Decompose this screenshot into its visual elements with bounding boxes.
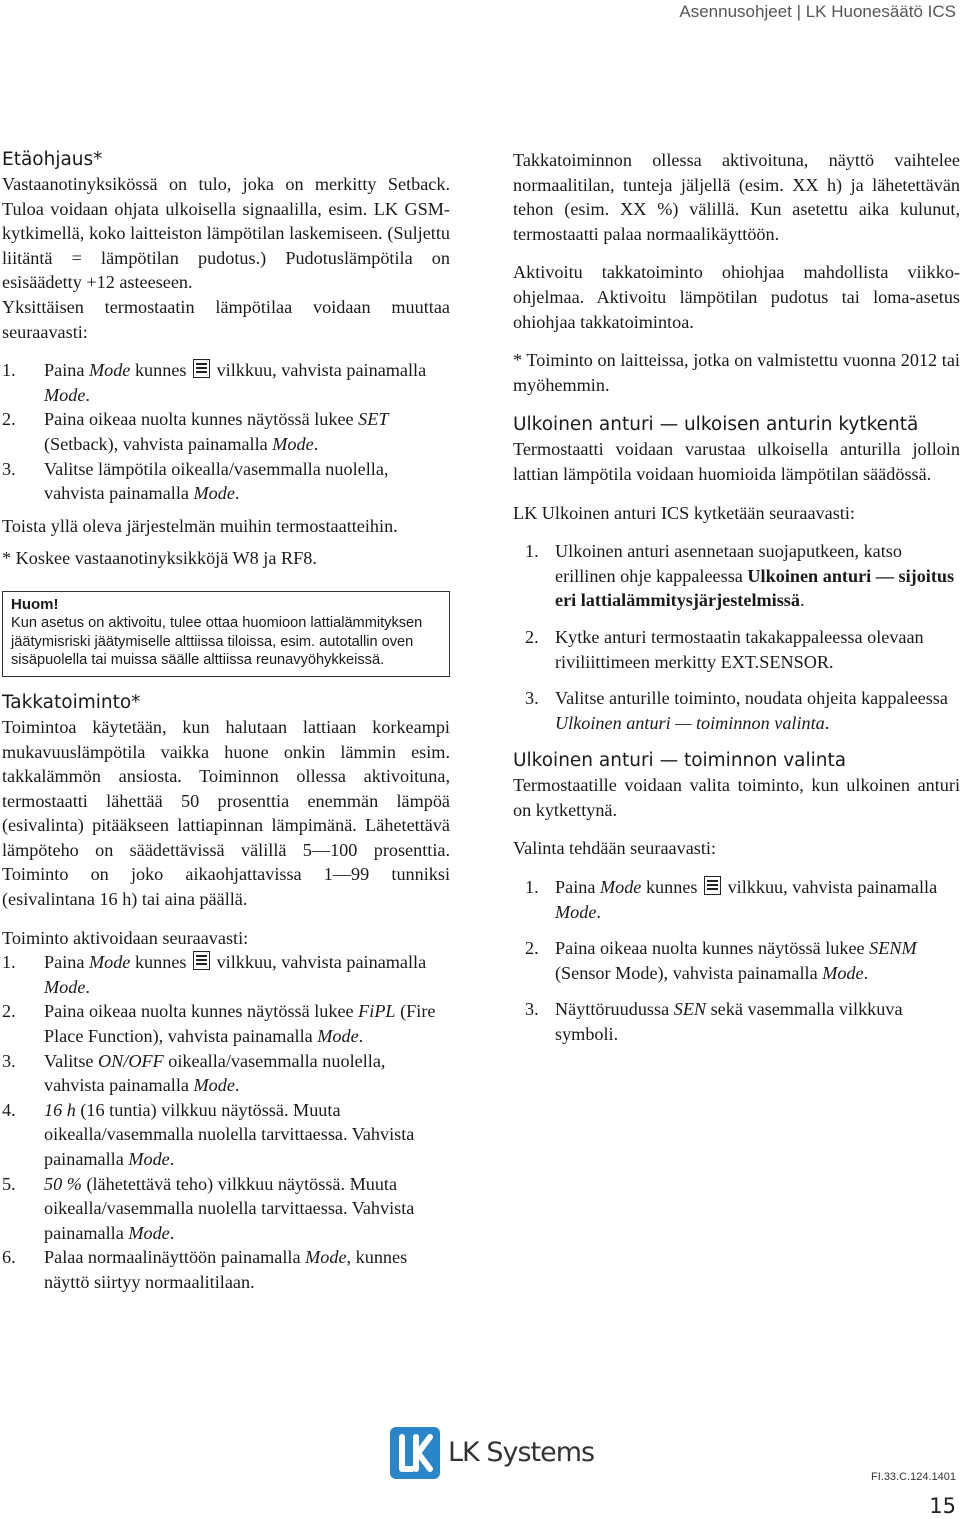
mode-menu-icon xyxy=(193,951,210,970)
note-title: Huom! xyxy=(11,595,59,613)
remote-heading: Etäohjaus* xyxy=(2,149,103,170)
right-column xyxy=(513,148,960,1059)
lk-systems-logo xyxy=(390,1427,595,1479)
note-text: Kun asetus on aktivoitu, tulee ottaa huomioon lattialämmityksen jäätymisriski jäätymiselle alttiissa tiloissa, esim. autotallin oven sisäpuolella tai muissa säälle alttiissa reunavyöhykkeissä. xyxy=(11,615,423,669)
function-heading: Ulkoinen anturi — toiminnon valinta xyxy=(513,750,847,772)
fireplace-footnote: * Toiminto on laitteissa, jotka on valmistettu vuonna 2012 tai myöhemmin. xyxy=(513,350,960,395)
list-item: 1. Paina Mode kunnes vilkkuu, vahvista painamalla Mode. xyxy=(525,877,938,922)
function-paragraph-1: Termostaatille voidaan valita toiminto, kun ulkoinen anturi on kytkettynä. xyxy=(513,775,960,820)
list-item: 2. Paina oikeaa nuolta kunnes näytössä lukee SENM (Sensor Mode), vahvista painamalla Mode. xyxy=(525,938,917,983)
list-item: 3. Valitse lämpötila oikealla/vasemmalla nuolella, vahvista painamalla Mode. xyxy=(2,458,389,504)
header-title: Asennusohjeet | LK Huonesäätö ICS xyxy=(679,2,956,21)
list-item: 2. Paina oikeaa nuolta kunnes näytössä lukee SET (Setback), vahvista painamalla Mode. xyxy=(2,409,389,454)
list-item: 2. Paina oikeaa nuolta kunnes näytössä lukee FiPL (Fire Place Function), vahvista painamalla Mode. xyxy=(2,1001,436,1047)
list-item: 3. Näyttöruudussa SEN sekä vasemmalla vilkkuva symboli. xyxy=(525,999,903,1045)
remote-paragraph-2: Yksittäisen termostaatin lämpötilaa voidaan muuttaa seuraavasti: xyxy=(2,296,450,342)
mode-menu-icon xyxy=(704,876,721,895)
list-item: 5. 50 % (lähetettävä teho) vilkkuu näytössä. Muuta oikealla/vasemmalla nuolella tarvittaessa. Vahvista painamalla Mode. xyxy=(2,1173,415,1243)
fireplace-paragraph-1: Toimintoa käytetään, kun halutaan lattiaan korkeampi mukavuuslämpötila vaikka huone onkin lämmin esim. takkalämmön ansiosta. Toiminnon ollessa aktivoituna, termostaatti lähettää 50 prosenttia enemmän lämpöä (esivalinta) pitääkseen lattiapinnan lämpimänä. Lähetettävä lämpöteho on säädettävissä välillä 5—100 prosenttia. Toiminto on joko aikaohjattavissa 1—99 tunniksi (esivalintana 16 h) tai aina päällä. xyxy=(2,716,450,910)
fireplace-heading: Takkatoiminto* xyxy=(2,691,141,713)
mode-menu-icon xyxy=(193,359,210,378)
list-item: 3. Valitse anturille toiminto, noudata ohjeita kappaleessa Ulkoinen anturi — toiminnon valinta. xyxy=(525,688,948,733)
sensor-paragraph-2: LK Ulkoinen anturi ICS kytketään seuraavasti: xyxy=(513,502,855,523)
list-item: 2. Kytke anturi termostaatin takakappaleessa olevaan riviliittimeen merkitty EXT.SENSOR. xyxy=(525,626,924,672)
page-header xyxy=(0,0,960,30)
document-id: FI.33.C.124.1401 xyxy=(870,1471,956,1483)
fireplace-paragraph-2: Toiminto aktivoidaan seuraavasti: xyxy=(2,927,249,948)
sensor-steps xyxy=(513,539,960,735)
remote-steps xyxy=(2,358,450,506)
sensor-heading: Ulkoinen anturi — ulkoisen anturin kytkentä xyxy=(513,414,919,436)
remote-footnote: * Koskee vastaanotinyksikköjä W8 ja RF8. xyxy=(2,548,317,569)
function-paragraph-2: Valinta tehdään seuraavasti: xyxy=(513,838,717,859)
logo-text: LK Systems xyxy=(448,1437,595,1468)
fireplace-display-paragraph: Takkatoiminnon ollessa aktivoituna, näyttö vaihtelee normaalitilan, tunteja jäljellä (esim. XX h) ja lähetettävän tehon (esim. XX %) välillä. Kun asetettu aika kulunut, termostaatti palaa normaalikäyttöön. xyxy=(513,150,960,244)
list-item: 1. Paina Mode kunnes vilkkuu, vahvista painamalla Mode. xyxy=(2,952,427,997)
list-item: 3. Valitse ON/OFF oikealla/vasemmalla nuolella, vahvista painamalla Mode. xyxy=(2,1050,386,1096)
list-item: 1. Ulkoinen anturi asennetaan suojaputkeen, katso erillinen ohje kappaleessa Ulkoinen anturi — sijoitus eri lattialämmitysjärjestelmissä. xyxy=(525,541,955,611)
list-item: 1. Paina Mode kunnes vilkkuu, vahvista painamalla Mode. xyxy=(2,360,427,405)
sensor-paragraph-1: Termostaatti voidaan varustaa ulkoisella anturilla jolloin lattian lämpötila voidaan huomioida lämpötilan säädössä. xyxy=(513,439,960,484)
function-steps xyxy=(513,875,960,1047)
list-item: 4. 16 h (16 tuntia) vilkkuu näytössä. Muuta oikealla/vasemmalla nuolella tarvittaessa. Vahvista painamalla Mode. xyxy=(2,1099,415,1169)
fireplace-steps xyxy=(2,950,450,1294)
remote-paragraph-3: Toista yllä oleva järjestelmän muihin termostaatteihin. xyxy=(2,515,398,536)
remote-paragraph-1: Vastaanotinyksikössä on tulo, joka on merkitty Setback. Tuloa voidaan ohjata ulkoisella signaalilla, esim. LK GSM-kytkimellä, koko laitteiston lämpötilan laskemiseen. (Suljettu liitäntä = lämpötilan pudotus.) Pudotuslämpötila on esisäädetty +12 asteeseen. xyxy=(2,174,450,293)
fireplace-override-paragraph: Aktivoitu takkatoiminto ohiohjaa mahdollista viikko-ohjelmaa. Aktivoitu lämpötilan pudotus tai loma-asetus ohiohjaa takkatoimintoa. xyxy=(513,262,960,332)
list-item: 6. Palaa normaalinäyttöön painamalla Mode, kunnes näyttö siirtyy normaalitilaan. xyxy=(2,1247,408,1292)
left-column xyxy=(2,148,450,1295)
note-box xyxy=(2,591,450,677)
lk-logo-icon xyxy=(390,1427,440,1479)
page-number: 15 xyxy=(929,1494,956,1518)
